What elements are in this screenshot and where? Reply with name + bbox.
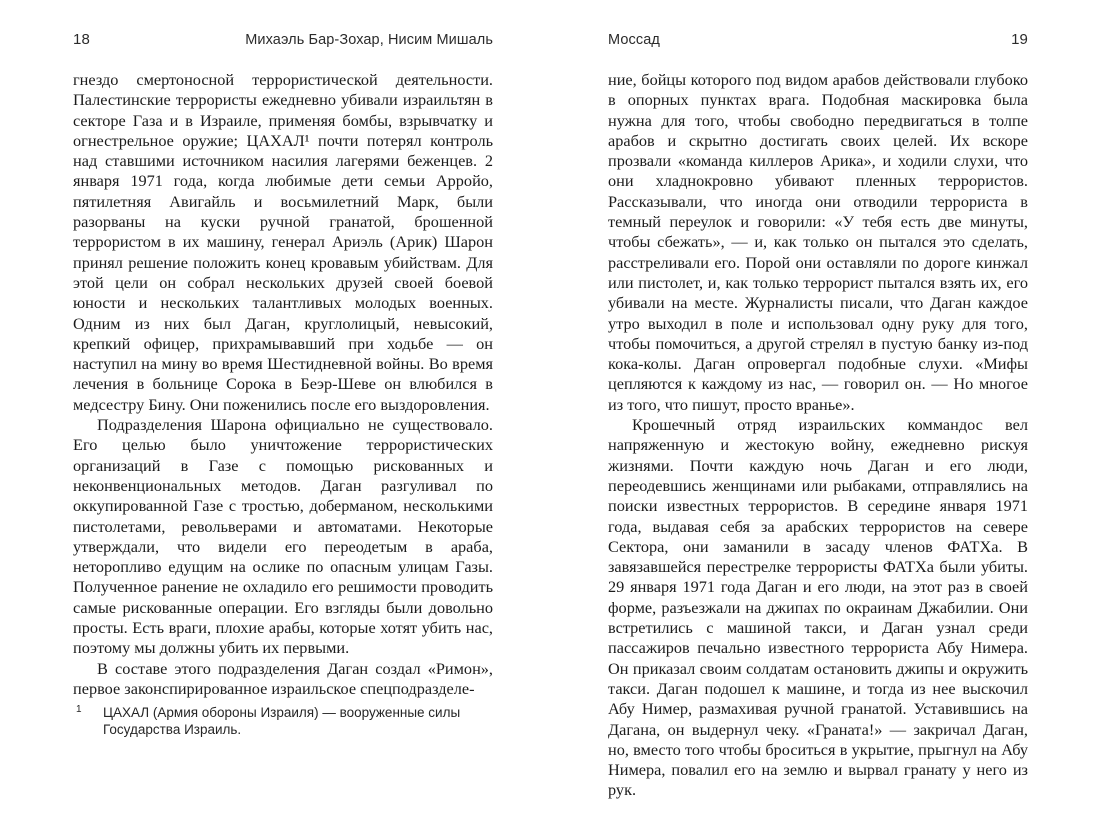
footnote-marker: 1 — [76, 704, 82, 715]
page-right — [608, 0, 1028, 825]
paragraph: Крошечный отряд израильских коммандос вел напряженную и жестокую войну, ежедневно рискуя жизнями. Почти каждую ночь Даган и его люди, переодевшись женщинами или рыбаками, отправлялись на поиски известных террористов. В середине января 1971 года, выдавая себя за арабских террористов на севере Сектора, они заманили в засаду членов ФАТХа. В завязавшейся перестрелке террористы ФАТХа были убиты. 29 января 1971 года Даган и его люди, на этот раз в своей форме, разъезжали на джипах по окраинам Джабилии. Они встретились с машиной такси, и Даган узнал среди пассажиров печально известного террориста Абу Нимера. Он приказал своим солдатам остановить джипы и окружить такси. Даган подошел к машине, и тогда из нее выскочил Абу Нимер, размахивая ручной гранатой. Уставившись на Дагана, он выдернул чеку. «Граната!» — закричал Даган, но, вместо того чтобы броситься в укрытие, прыгнул на Абу Нимера, повалил его на землю и вырвал гранату у него из рук. — [608, 415, 1028, 800]
left-running-header — [73, 31, 493, 48]
page-left — [73, 0, 493, 825]
paragraph: В составе этого подразделения Даган создал «Римон», первое законспирированное израильское спецподразделе- — [73, 658, 493, 698]
footnote — [73, 704, 493, 738]
right-page-number: 19 — [1011, 31, 1028, 48]
left-running-head-authors: Михаэль Бар-Зохар, Нисим Мишаль — [245, 32, 493, 48]
paragraph: гнездо смертоносной террористической деятельности. Палестинские террористы ежедневно убивали израильтян в секторе Газа и в Израиле, применяя бомбы, взрывчатку и огнестрельное оружие; ЦАХАЛ¹ почти потерял контроль над ставшими источником насилия лагерями беженцев. 2 января 1971 года, когда любимые дети семьи Арройо, пятилетняя Авигайль и восьмилетний Марк, были разорваны на куски ручной гранатой, брошенной террористом в их машину, генерал Ариэль (Арик) Шарон принял решение положить конец кровавым убийствам. Для этой цели он собрал нескольких друзей своей боевой юности и нескольких талантливых молодых военных. Одним из них был Даган, круглолицый, невысокий, крепкий офицер, прихрамывавший при ходьбе — он наступил на мину во время Шестидневной войны. Во время лечения в больнице Сорока в Беэр-Шеве он влюбился в медсестру Бину. Они поженились после его выздоровления. — [73, 70, 493, 414]
right-body-text — [608, 70, 1028, 801]
left-body-text — [73, 70, 493, 699]
right-running-header — [608, 31, 1028, 48]
paragraph: ние, бойцы которого под видом арабов действовали глубоко в опорных пунктах врага. Подобная маскировка была нужна для того, чтобы свободно передвигаться в толпе арабов и скрытно достигать своих целей. Их вскоре прозвали «команда киллеров Арика», и ходили слухи, что они хладнокровно убивают пленных террористов. Рассказывали, что иногда они отводили террориста в темный переулок и говорили: «У тебя есть две минуты, чтобы сбежать», — и, как только он пытался это сделать, расстреливали его. Порой они оставляли по дороге кинжал или пистолет, и, как только террорист пытался взять их, его убивали на месте. Журналисты писали, что Даган каждое утро выходил в поле и использовал одну руку для того, чтобы помочиться, а другой стрелял в пустую банку из-под кока-колы. Даган опровергал подобные слухи. «Мифы цепляются к каждому из нас, — говорил он. — Но многое из того, что пишут, просто вранье». — [608, 70, 1028, 414]
footnote-text: ЦАХАЛ (Армия обороны Израиля) — вооруженные силы Государства Израиль. — [103, 705, 461, 737]
left-page-number: 18 — [73, 31, 90, 48]
paragraph: Подразделения Шарона официально не существовало. Его целью было уничтожение террористических организаций в Газе с помощью рискованных и неконвенциональных методов. Даган разгуливал по оккупированной Газе с тростью, доберманом, несколькими пистолетами, револьверами и автоматами. Некоторые утверждали, что видели его переодетым в араба, неторопливо едущим на ослике по опасным улицам Газы. Полученное ранение не охладило его решимости проводить самые рискованные операции. Его взгляды были довольно просты. Есть враги, плохие арабы, которые хотят убить нас, поэтому мы должны убить их первыми. — [73, 415, 493, 658]
right-running-head-title: Моссад — [608, 32, 660, 48]
